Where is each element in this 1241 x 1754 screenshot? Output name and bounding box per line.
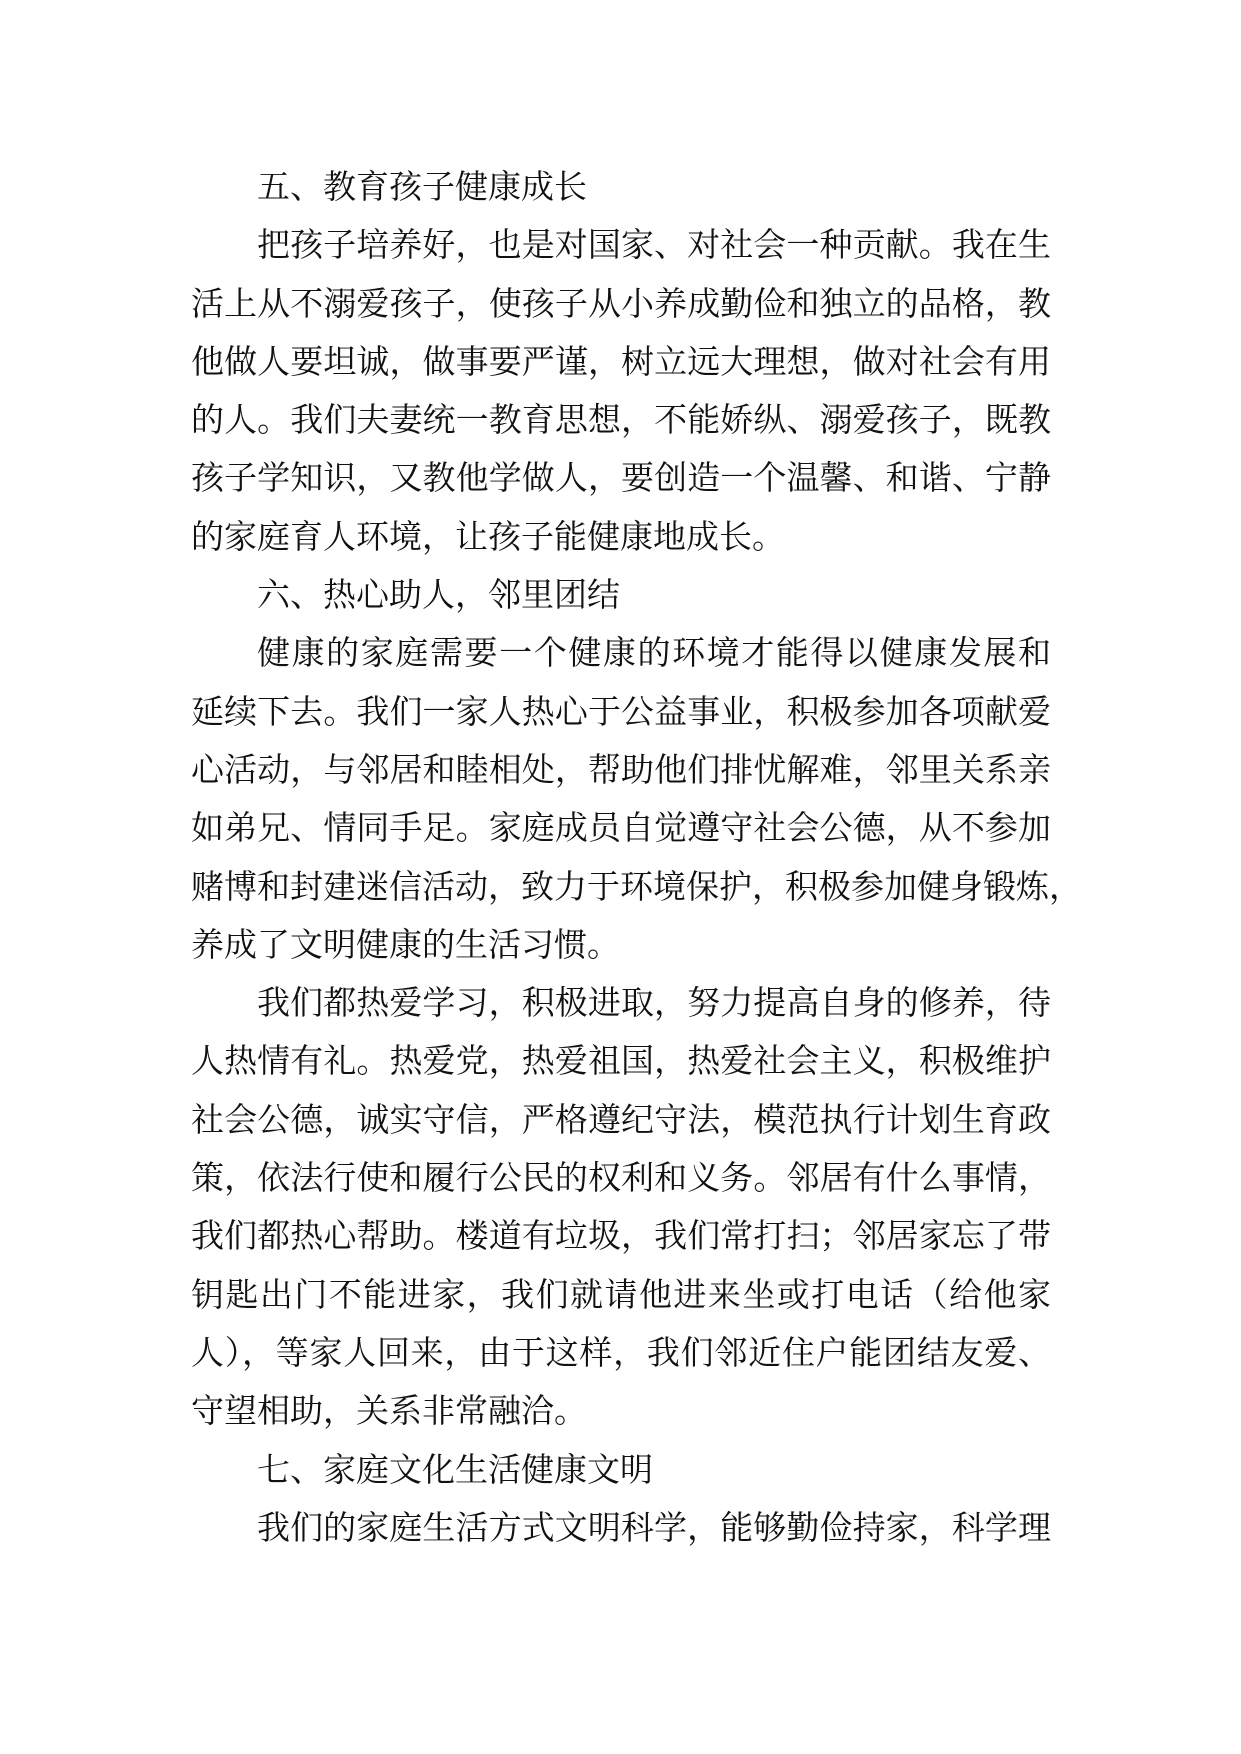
paragraph-line: 把孩子培养好，也是对国家、对社会一种贡献。我在生: [257, 225, 1051, 265]
paragraph-line: 策，依法行使和履行公民的权利和义务。邻居有什么事情，: [191, 1158, 1051, 1198]
paragraph-line: 守望相助，关系非常融洽。: [191, 1391, 587, 1431]
paragraph-line: 延续下去。我们一家人热心于公益事业，积极参加各项献爱: [191, 691, 1051, 731]
section-heading-5: 五、教育孩子健康成长: [257, 167, 587, 206]
paragraph-line: 人热情有礼。热爱党，热爱祖国，热爱社会主义，积极维护: [191, 1041, 1051, 1081]
paragraph-line: 我们的家庭生活方式文明科学，能够勤俭持家，科学理: [257, 1507, 1051, 1547]
paragraph-line: 人），等家人回来，由于这样，我们邻近住户能团结友爱、: [191, 1332, 1051, 1372]
section-heading-6: 六、热心助人，邻里团结: [257, 575, 620, 615]
paragraph-line: 的人。我们夫妻统一教育思想，不能娇纵、溺爱孩子，既教: [191, 400, 1051, 440]
paragraph-line: 我们都热心帮助。楼道有垃圾，我们常打扫；邻居家忘了带: [191, 1216, 1051, 1256]
paragraph-line: 健康的家庭需要一个健康的环境才能得以健康发展和: [257, 633, 1051, 673]
paragraph-line: 养成了文明健康的生活习惯。: [191, 924, 620, 964]
paragraph-line: 活上从不溺爱孩子，使孩子从小养成勤俭和独立的品格，教: [191, 283, 1051, 323]
paragraph-line: 的家庭育人环境，让孩子能健康地成长。: [191, 516, 785, 556]
paragraph-line: 孩子学知识，又教他学做人，要创造一个温馨、和谐、宁静: [191, 458, 1051, 498]
paragraph-line: 我们都热爱学习，积极进取，努力提高自身的修养，待: [257, 983, 1051, 1023]
section-heading-7: 七、家庭文化生活健康文明: [257, 1449, 653, 1489]
document-body: [191, 158, 1082, 1557]
paragraph-line: 钥匙出门不能进家，我们就请他进来坐或打电话（给他家: [191, 1274, 1051, 1314]
paragraph-line: 如弟兄、情同手足。家庭成员自觉遵守社会公德，从不参加: [191, 808, 1051, 848]
paragraph-line: 心活动，与邻居和睦相处，帮助他们排忧解难，邻里关系亲: [191, 749, 1051, 789]
paragraph-line: 社会公德，诚实守信，严格遵纪守法，模范执行计划生育政: [191, 1099, 1051, 1139]
paragraph-line: 赌博和封建迷信活动，致力于环境保护，积极参加健身锻炼，: [191, 866, 1082, 906]
paragraph-line: 他做人要坦诚，做事要严谨，树立远大理想，做对社会有用: [191, 341, 1051, 381]
